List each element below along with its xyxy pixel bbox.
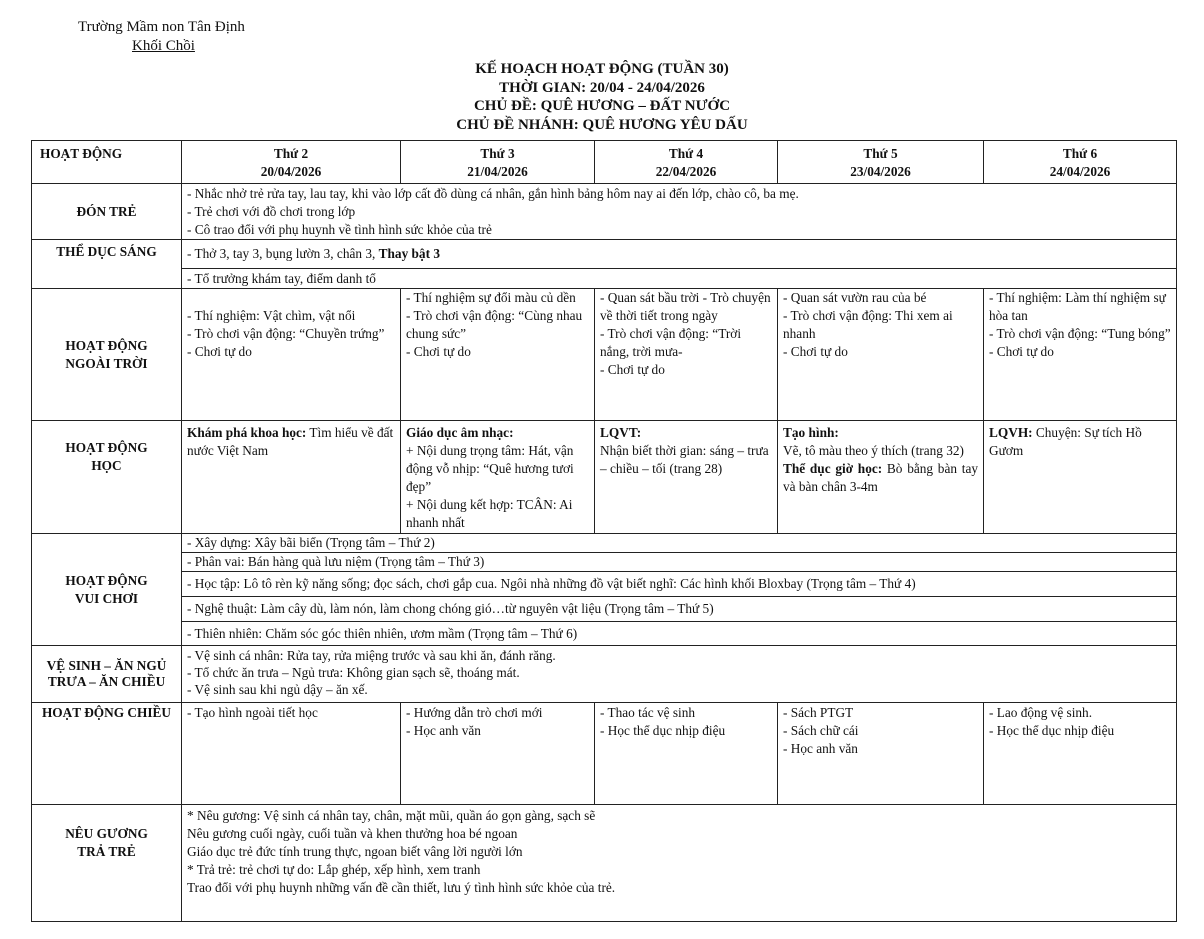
plan-theme: CHỦ ĐỀ: QUÊ HƯƠNG – ĐẤT NƯỚC (473, 98, 731, 114)
chieu-fri: - Lao động vệ sinh. - Học thể dục nhịp điệu (984, 703, 1177, 805)
label-ngoai-troi: HOẠT ĐỘNG NGOÀI TRỜI (32, 289, 182, 421)
row-vui-choi-5 (32, 622, 1177, 646)
ngoai-troi-tue: - Thí nghiệm sự đổi màu củ dền - Trò chơi vận động: “Cùng nhau chung sức” - Chơi tự do (401, 289, 595, 421)
plan-subtheme: CHỦ ĐỀ NHÁNH: QUÊ HƯƠNG YÊU DẤU (456, 116, 748, 133)
label-neu-guong: NÊU GƯƠNG TRẢ TRẺ (32, 805, 182, 922)
activity-plan-table (31, 140, 1177, 922)
vui-choi-xay-dung: - Xây dựng: Xây bãi biển (Trọng tâm – Thứ 2) (182, 534, 1177, 553)
header-activity: HOẠT ĐỘNG (32, 141, 182, 184)
hoc-thu: Tạo hình: Vẽ, tô màu theo ý thích (trang 32) Thể dục giờ học: Bò bằng bàn tay và bàn chân 3-4m (778, 421, 984, 534)
vui-choi-nghe-thuat: - Nghệ thuật: Làm cây dù, làm nón, làm chong chóng gió…từ nguyên vật liệu (Trọng tâm – Thứ 5) (182, 597, 1177, 622)
plan-title: KẾ HOẠCH HOẠT ĐỘNG (TUẦN 30) (475, 61, 729, 77)
group-name: Khối Chồi (132, 38, 195, 54)
chieu-mon: - Tạo hình ngoài tiết học (182, 703, 401, 805)
vui-choi-thien-nhien: - Thiên nhiên: Chăm sóc góc thiên nhiên, ươm mầm (Trọng tâm – Thứ 6) (182, 622, 1177, 646)
plan-titles (0, 60, 1204, 134)
header-day-thu: Thứ 5 23/04/2026 (778, 141, 984, 184)
label-hoat-dong-chieu: HOẠT ĐỘNG CHIỀU (32, 703, 182, 805)
header-day-mon: Thứ 2 20/04/2026 (182, 141, 401, 184)
ve-sinh-content: - Vệ sinh cá nhân: Rửa tay, rửa miệng trước và sau khi ăn, đánh răng. - Tổ chức ăn trưa – Ngủ trưa: Không gian sạch sẽ, thoáng mát. - Vệ sinh sau khi ngủ dậy – ăn xế. (182, 646, 1177, 703)
vui-choi-hoc-tap: - Học tập: Lô tô rèn kỹ năng sống; đọc sách, chơi gắp cua. Ngôi nhà những đồ vật biết nghĩ: Các hình khối Bloxbay (Trọng tâm – Thứ 4) (182, 572, 1177, 597)
row-the-duc-sang-2 (32, 269, 1177, 289)
ngoai-troi-wed: - Quan sát bầu trời - Trò chuyện về thời tiết trong ngày - Trò chơi vận động: “Trời nắng, trời mưa- - Chơi tự do (595, 289, 778, 421)
hoc-tue: Giáo dục âm nhạc: + Nội dung trọng tâm: Hát, vận động vỗ nhịp: “Quê hương tươi đẹp” + Nội dung kết hợp: TCÂN: Ai nhanh nhất (401, 421, 595, 534)
header-row (32, 141, 1177, 184)
ngoai-troi-thu: - Quan sát vườn rau của bé - Trò chơi vận động: Thi xem ai nhanh - Chơi tự do (778, 289, 984, 421)
label-hoat-dong-hoc: HOẠT ĐỘNG HỌC (32, 421, 182, 534)
row-ve-sinh (32, 646, 1177, 703)
hoc-fri: LQVH: Chuyện: Sự tích Hồ Gươm (984, 421, 1177, 534)
row-hoat-dong-hoc (32, 421, 1177, 534)
the-duc-line-1: - Thở 3, tay 3, bụng lườn 3, chân 3, Thay bật 3 (182, 240, 1177, 269)
school-heading (78, 18, 245, 56)
ngoai-troi-mon: - Thí nghiệm: Vật chìm, vật nổi - Trò chơi vận động: “Chuyền trứng” - Chơi tự do (182, 289, 401, 421)
row-vui-choi-3 (32, 572, 1177, 597)
chieu-tue: - Hướng dẫn trò chơi mới - Học anh văn (401, 703, 595, 805)
row-don-tre (32, 184, 1177, 240)
label-vui-choi: HOẠT ĐỘNG VUI CHƠI (32, 534, 182, 646)
row-ngoai-troi (32, 289, 1177, 421)
row-neu-guong (32, 805, 1177, 922)
header-day-tue: Thứ 3 21/04/2026 (401, 141, 595, 184)
plan-period: THỜI GIAN: 20/04 - 24/04/2026 (499, 79, 705, 96)
label-don-tre: ĐÓN TRẺ (32, 184, 182, 240)
don-tre-content: - Nhắc nhở trẻ rửa tay, lau tay, khi vào lớp cất đồ dùng cá nhân, gắn hình bảng hôm nay ai đến lớp, chào cô, ba mẹ. - Trẻ chơi với đồ chơi trong lớp - Cô trao đổi với phụ huynh về tình hình sức khỏe của trẻ (182, 184, 1177, 240)
the-duc-line-2: - Tổ trưởng khám tay, điểm danh tổ (182, 269, 1177, 289)
label-the-duc-sang: THỂ DỤC SÁNG (32, 240, 182, 289)
chieu-wed: - Thao tác vệ sinh - Học thể dục nhịp điệu (595, 703, 778, 805)
chieu-thu: - Sách PTGT - Sách chữ cái - Học anh văn (778, 703, 984, 805)
vui-choi-phan-vai: - Phân vai: Bán hàng quà lưu niệm (Trọng tâm – Thứ 3) (182, 553, 1177, 572)
header-day-wed: Thứ 4 22/04/2026 (595, 141, 778, 184)
hoc-wed: LQVT: Nhận biết thời gian: sáng – trưa – chiều – tối (trang 28) (595, 421, 778, 534)
row-vui-choi-4 (32, 597, 1177, 622)
ngoai-troi-fri: - Thí nghiệm: Làm thí nghiệm sự hòa tan - Trò chơi vận động: “Tung bóng” - Chơi tự do (984, 289, 1177, 421)
row-the-duc-sang (32, 240, 1177, 269)
row-vui-choi-2 (32, 553, 1177, 572)
row-hoat-dong-chieu (32, 703, 1177, 805)
row-vui-choi-1 (32, 534, 1177, 553)
neu-guong-content: * Nêu gương: Vệ sinh cá nhân tay, chân, mặt mũi, quần áo gọn gàng, sạch sẽ Nêu gương cuối ngày, cuối tuần và khen thưởng hoa bé ngoan Giáo dục trẻ đức tính trung thực, ngoan biết vâng lời người lớn * Trả trẻ: trẻ chơi tự do: Lắp ghép, xếp hình, xem tranh Trao đổi với phụ huynh những vấn đề cần thiết, lưu ý tình hình sức khỏe của trẻ. (182, 805, 1177, 922)
school-name: Trường Mầm non Tân Định (78, 19, 245, 35)
label-ve-sinh: VỆ SINH – ĂN NGỦ TRƯA – ĂN CHIỀU (32, 646, 182, 703)
header-day-fri: Thứ 6 24/04/2026 (984, 141, 1177, 184)
hoc-mon: Khám phá khoa học: Tìm hiểu về đất nước Việt Nam (182, 421, 401, 534)
